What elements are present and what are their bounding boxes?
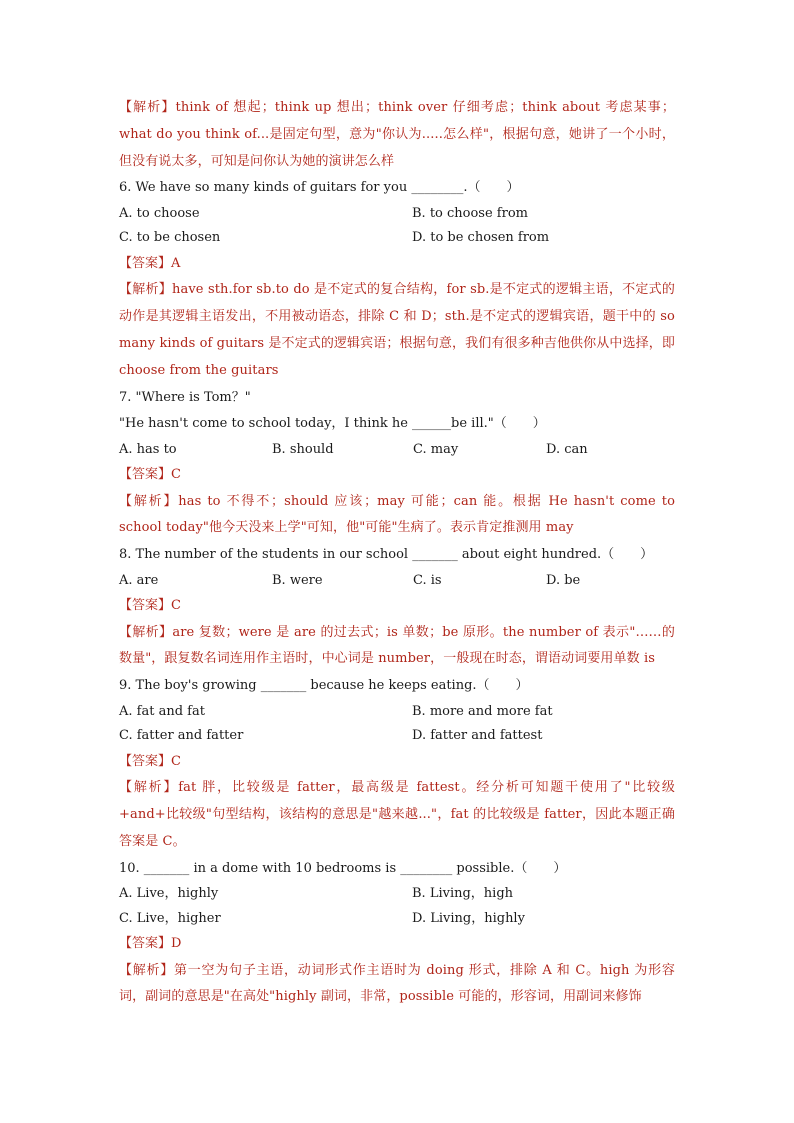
q8-analysis: 【解析】are 复数；were 是 are 的过去式；is 单数；be 原形。the number of 表示"……的数量"，跟复数名词连用作主语时，中心词是 number，一般现在时态，谓语动词要用单数 is	[119, 624, 675, 667]
q8-option-d: D. be	[546, 572, 581, 588]
q8-option-c: C. is	[413, 572, 442, 588]
q8-option-a: A. are	[119, 572, 159, 588]
q10-option-d: D. Living，highly	[412, 910, 525, 926]
q8-stem: 8. The number of the students in our school _______ about eight hundred.（ ）	[119, 547, 654, 563]
q10-option-a: A. Live，highly	[119, 886, 219, 902]
q6-option-a: A. to choose	[119, 205, 200, 221]
q7-answer: 【答案】C	[119, 467, 181, 483]
q10-options	[119, 882, 675, 931]
q9-option-d: D. fatter and fattest	[412, 728, 543, 744]
q6-analysis: 【解析】have sth.for sb.to do 是不定式的复合结构，for sb.是不定式的逻辑主语，不定式的动作是其逻辑主语发出，不用被动语态，排除 C 和 D；sth.是不定式的逻辑宾语，题干中的 so many kinds of guitars 是不定式的逻辑宾语；根据句意，我们有很多种吉他供你从中选择，即 choose from the guitars	[119, 282, 675, 378]
q9-option-c: C. fatter and fatter	[119, 728, 244, 744]
q9-analysis: 【解析】fat 胖，比较级是 fatter，最高级是 fattest。经分析可知题干使用了"比较级+and+比较级"句型结构，该结构的意思是"越来越..."，fat 的比较级是 fatter，因此本题正确答案是 C。	[119, 780, 675, 849]
q5-analysis: 【解析】think of 想起；think up 想出；think over 仔细考虑；think about 考虑某事；what do you think of...是固定句型，意为"你认为.....怎么样"，根据句意，她讲了一个小时，但没有说太多，可知是问你认为她的演讲怎么样	[119, 100, 675, 169]
q8-options	[119, 569, 675, 594]
q8-option-b: B. were	[272, 572, 323, 588]
q7-options	[119, 438, 675, 463]
q7-analysis: 【解析】has to 不得不；should 应该；may 可能；can 能。根据 He hasn't come to school today"他今天没来上学"可知，他"可能"生病了。表示肯定推测用 may	[119, 493, 675, 536]
q10-analysis: 【解析】第一空为句子主语，动词形式作主语时为 doing 形式，排除 A 和 C。high 为形容词，副词的意思是"在高处"highly 副词，非常，possible 可能的，形容词，用副词来修饰	[119, 962, 675, 1005]
q9-option-b: B. more and more fat	[412, 703, 553, 719]
q7-option-c: C. may	[413, 441, 459, 457]
q6-stem: 6. We have so many kinds of guitars for you ________.（ ）	[119, 180, 520, 196]
q9-options	[119, 700, 675, 749]
q8-answer: 【答案】C	[119, 598, 181, 614]
q7-stem-line-2: "He hasn't come to school today，I think he ______be ill."（ ）	[119, 416, 546, 432]
q6-options	[119, 202, 675, 251]
q6-answer: 【答案】A	[119, 255, 181, 271]
q10-answer: 【答案】D	[119, 936, 182, 952]
q9-stem: 9. The boy's growing _______ because he keeps eating.（ ）	[119, 678, 529, 694]
q7-option-a: A. has to	[119, 441, 177, 457]
q9-option-a: A. fat and fat	[119, 703, 205, 719]
q6-option-c: C. to be chosen	[119, 230, 221, 246]
document-page	[119, 95, 675, 1011]
q9-answer: 【答案】C	[119, 753, 181, 769]
q10-stem: 10. _______ in a dome with 10 bedrooms is ________ possible.（ ）	[119, 860, 567, 876]
q7-option-d: D. can	[546, 441, 588, 457]
q10-option-c: C. Live，higher	[119, 910, 221, 926]
q7-stem-line-1: 7. "Where is Tom？"	[119, 389, 251, 405]
q6-option-b: B. to choose from	[412, 205, 528, 221]
q6-option-d: D. to be chosen from	[412, 230, 550, 246]
q10-option-b: B. Living，high	[412, 886, 514, 902]
q7-option-b: B. should	[272, 441, 334, 457]
